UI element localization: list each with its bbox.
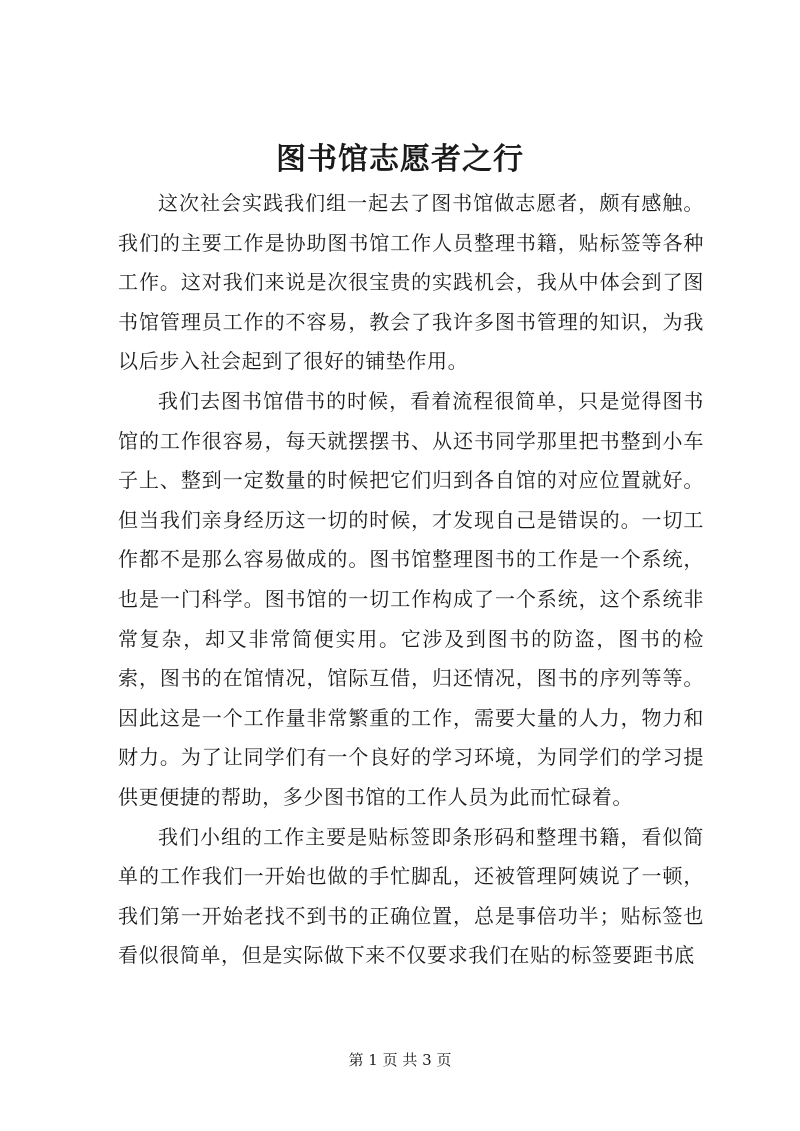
page-number-footer: 第 1 页 共 3 页 (348, 1051, 452, 1069)
page-title: 图书馆志愿者之行 (276, 142, 524, 177)
document-body (118, 184, 704, 976)
paragraph: 这次社会实践我们组一起去了图书馆做志愿者，颇有感触。我们的主要工作是协助图书馆工作人员整理书籍，贴标签等各种工作。这对我们来说是次很宝贵的实践机会，我从中体会到了图书馆管理员工作的不容易，教会了我许多图书管理的知识，为我以后步入社会起到了很好的铺垫作用。 (118, 191, 704, 374)
paragraph: 我们小组的工作主要是贴标签即条形码和整理书籍，看似简单的工作我们一开始也做的手忙脚乱，还被管理阿姨说了一顿，我们第一开始老找不到书的正确位置，总是事倍功半；贴标签也看似很简单，但是实际做下来不仅要求我们在贴的标签要距书底 (118, 824, 704, 968)
paragraph: 我们去图书馆借书的时候，看着流程很简单，只是觉得图书馆的工作很容易，每天就摆摆书、从还书同学那里把书整到小车子上、整到一定数量的时候把它们归到各自馆的对应位置就好。但当我们亲身经历这一切的时候，才发现自己是错误的。一切工作都不是那么容易做成的。图书馆整理图书的工作是一个系统，也是一门科学。图书馆的一切工作构成了一个系统，这个系统非常复杂，却又非常简便实用。它涉及到图书的防盗，图书的检索，图书的在馆情况，馆际互借，归还情况，图书的序列等等。因此这是一个工作量非常繁重的工作，需要大量的人力，物力和财力。为了让同学们有一个良好的学习环境，为同学们的学习提供更便捷的帮助，多少图书馆的工作人员为此而忙碌着。 (118, 388, 704, 809)
